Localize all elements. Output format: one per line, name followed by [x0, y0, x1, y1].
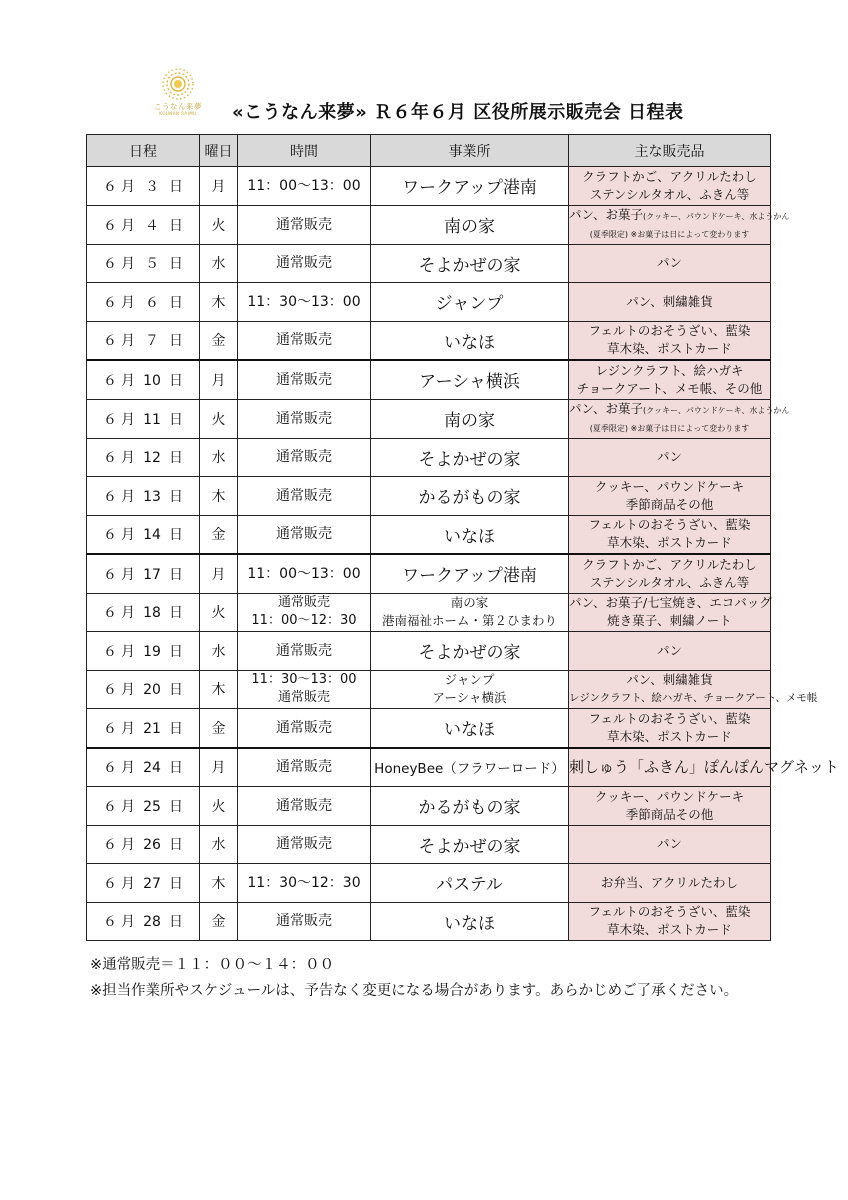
location-cell: [371, 167, 569, 206]
date-day-unit: 日: [169, 605, 183, 622]
location-cell: [371, 787, 569, 826]
table-row: [87, 787, 771, 826]
table-row: [87, 902, 771, 941]
weekday-cell: 月: [200, 748, 238, 787]
date-month: ６: [103, 605, 117, 622]
items-line: パン: [656, 255, 682, 271]
weekday-cell: 金: [200, 709, 238, 748]
items-line: フェルトのおそうざい、藍染: [588, 323, 751, 339]
items-line: パン: [656, 836, 682, 852]
time-cell: [238, 477, 371, 516]
date-month: ６: [103, 411, 117, 428]
items-line: レジンクラフト、絵ハガキ: [595, 362, 744, 378]
items-line: [569, 206, 790, 226]
date-month-unit: 月: [121, 798, 135, 815]
location-cell: [371, 205, 569, 244]
table-row: [87, 167, 771, 206]
items-line: 草木染、ポストカード: [607, 535, 732, 551]
date-day: ５: [145, 256, 159, 273]
time-line: 通常販売: [276, 642, 332, 659]
date-month: ６: [103, 837, 117, 854]
date-day: 19: [143, 643, 161, 660]
date-day: 26: [143, 837, 161, 854]
weekday-cell: 水: [200, 825, 238, 864]
date-day: 20: [143, 682, 161, 699]
items-cell: [569, 825, 771, 864]
table-header-row: [87, 135, 771, 167]
date-month: ６: [103, 643, 117, 660]
date-day: ４: [145, 217, 159, 234]
date-day-unit: 日: [169, 875, 183, 892]
time-cell: [238, 205, 371, 244]
note-disclaimer: ※担当作業所やスケジュールは、予告なく変更になる場合があります。あらかじめご了承ください。: [90, 983, 739, 999]
time-line: 通常販売: [276, 255, 332, 272]
table-row: [87, 593, 771, 632]
table-row: [87, 360, 771, 399]
weekday-cell: 月: [200, 360, 238, 399]
location-line: いなほ: [444, 332, 495, 353]
location-line: ジャンプ: [444, 672, 495, 688]
time-line: 11：00～12：30: [251, 613, 357, 629]
date-day-unit: 日: [169, 411, 183, 428]
time-line: 通常販売: [276, 332, 332, 349]
date-cell: [87, 477, 200, 516]
time-cell: [238, 632, 371, 671]
date-cell: [87, 709, 200, 748]
table-row: [87, 399, 771, 438]
items-note: (夏季限定) ※お菓子は日によって変わります: [589, 423, 750, 433]
location-line: 港南福祉ホーム・第２ひまわり: [381, 613, 557, 629]
time-line: 通常販売: [276, 836, 332, 853]
location-cell: [371, 902, 569, 941]
items-line: 草木染、ポストカード: [607, 341, 732, 357]
time-cell: [238, 515, 371, 554]
table-row: [87, 632, 771, 671]
header-time: 時間: [238, 135, 371, 167]
time-line: 通常販売: [276, 449, 332, 466]
date-month: ６: [103, 760, 117, 777]
items-cell: [569, 748, 839, 787]
logo-name: こうなん来夢: [154, 102, 202, 111]
date-month-unit: 月: [121, 527, 135, 544]
date-cell: [87, 167, 200, 206]
date-day-unit: 日: [169, 566, 183, 583]
items-cell: [569, 244, 771, 283]
weekday-cell: 金: [200, 902, 238, 941]
header-location: 事業所: [371, 135, 569, 167]
schedule-table: [86, 134, 839, 941]
items-cell: [569, 554, 771, 593]
date-cell: [87, 593, 200, 632]
time-cell: [238, 902, 371, 941]
date-month-unit: 月: [121, 720, 135, 737]
time-cell: [238, 167, 371, 206]
table-row: [87, 709, 771, 748]
weekday-cell: 木: [200, 477, 238, 516]
items-line: 草木染、ポストカード: [607, 728, 732, 744]
items-cell: [569, 902, 771, 941]
location-line: そよかぜの家: [418, 836, 521, 857]
date-month-unit: 月: [121, 217, 135, 234]
items-cell: [569, 593, 771, 632]
time-cell: [238, 864, 371, 903]
date-day: 17: [143, 566, 161, 583]
date-cell: [87, 399, 200, 438]
location-line: そよかぜの家: [418, 643, 521, 664]
weekday-cell: 火: [200, 593, 238, 632]
header-dow: 曜日: [200, 135, 238, 167]
time-cell: [238, 399, 371, 438]
time-cell: [238, 321, 371, 360]
location-cell: [371, 593, 569, 632]
location-line: いなほ: [444, 526, 495, 547]
time-line: 11：30～13：00: [247, 293, 361, 310]
date-month: ６: [103, 256, 117, 273]
weekday-cell: 木: [200, 283, 238, 322]
date-month: ６: [103, 333, 117, 350]
date-day-unit: 日: [169, 527, 183, 544]
location-line: 南の家: [444, 217, 495, 237]
date-month: ６: [103, 682, 117, 699]
location-line: 南の家: [450, 595, 489, 611]
date-cell: [87, 787, 200, 826]
items-line: フェルトのおそうざい、藍染: [588, 517, 751, 533]
time-cell: [238, 670, 371, 709]
date-day-unit: 日: [169, 450, 183, 467]
items-cell: [569, 787, 771, 826]
location-cell: [371, 515, 569, 554]
location-cell: [371, 670, 569, 709]
date-month-unit: 月: [121, 256, 135, 273]
items-line: 刺しゅう「ふきん」ぽんぽんマグネット: [569, 758, 839, 777]
time-line: 11：30～12：30: [247, 874, 361, 891]
date-day: 28: [143, 914, 161, 931]
location-cell: [371, 283, 569, 322]
time-cell: [238, 438, 371, 477]
table-row: [87, 283, 771, 322]
date-month-unit: 月: [121, 372, 135, 389]
items-cell: [569, 167, 771, 206]
date-month-unit: 月: [121, 333, 135, 350]
date-day: ６: [145, 294, 159, 311]
date-day: 13: [143, 488, 161, 505]
weekday-cell: 月: [200, 554, 238, 593]
time-line: 11：00～13：00: [247, 177, 361, 194]
items-cell: [569, 515, 771, 554]
weekday-cell: 木: [200, 864, 238, 903]
time-cell: [238, 244, 371, 283]
date-cell: [87, 825, 200, 864]
date-month-unit: 月: [121, 682, 135, 699]
time-cell: [238, 709, 371, 748]
time-line: 通常販売: [276, 759, 332, 776]
items-line: パン: [656, 642, 682, 658]
table-row: [87, 477, 771, 516]
time-line: 通常販売: [276, 913, 332, 930]
date-cell: [87, 244, 200, 283]
date-day-unit: 日: [169, 372, 183, 389]
items-line: ステンシルタオル、ふきん等: [589, 186, 750, 202]
date-month-unit: 月: [121, 605, 135, 622]
date-month: ６: [103, 488, 117, 505]
items-cell: [569, 283, 771, 322]
location-cell: [371, 709, 569, 748]
date-day-unit: 日: [169, 256, 183, 273]
time-cell: [238, 283, 371, 322]
weekday-cell: 月: [200, 167, 238, 206]
table-row: [87, 321, 771, 360]
date-day-unit: 日: [169, 643, 183, 660]
date-month-unit: 月: [121, 914, 135, 931]
date-month-unit: 月: [121, 566, 135, 583]
items-cell: [569, 399, 790, 438]
notes: [90, 952, 738, 1004]
date-day-unit: 日: [169, 837, 183, 854]
date-month-unit: 月: [121, 294, 135, 311]
sun-logo-icon: [158, 66, 198, 102]
date-month-unit: 月: [121, 875, 135, 892]
location-line: アーシャ横浜: [432, 690, 507, 706]
date-cell: [87, 902, 200, 941]
location-cell: [371, 360, 569, 399]
table-row: [87, 554, 771, 593]
items-line: パン: [656, 449, 682, 465]
items-line: 焼き菓子、刺繍ノート: [607, 613, 732, 629]
schedule-body: [87, 167, 839, 941]
time-line: 通常販売: [277, 595, 330, 611]
location-line: ワークアップ港南: [402, 178, 537, 199]
location-cell: [371, 438, 569, 477]
date-day: 11: [143, 411, 161, 428]
items-cell: [569, 321, 771, 360]
items-line: ステンシルタオル、ふきん等: [589, 574, 750, 590]
location-line: 南の家: [444, 411, 495, 431]
items-cell: [569, 477, 771, 516]
location-cell: [371, 321, 569, 360]
table-row: [87, 670, 771, 709]
location-cell: [371, 399, 569, 438]
date-month-unit: 月: [121, 411, 135, 428]
date-cell: [87, 205, 200, 244]
time-line: 通常販売: [276, 487, 332, 504]
time-line: 通常販売: [276, 371, 332, 388]
time-line: 通常販売: [276, 410, 332, 427]
location-line: HoneyBee（フラワーロード）: [374, 761, 565, 778]
date-day: 14: [143, 527, 161, 544]
items-text: パン、お菓子: [569, 400, 644, 416]
date-month-unit: 月: [121, 450, 135, 467]
items-subtext: (クッキー、パウンドケーキ、水ようかん: [643, 211, 790, 221]
location-line: そよかぜの家: [418, 449, 521, 470]
date-month: ６: [103, 527, 117, 544]
items-line: フェルトのおそうざい、藍染: [588, 904, 751, 920]
date-day-unit: 日: [169, 488, 183, 505]
time-line: 通常販売: [276, 719, 332, 736]
items-cell: [569, 670, 818, 709]
date-month: ６: [103, 372, 117, 389]
table-row: [87, 438, 771, 477]
weekday-cell: 金: [200, 321, 238, 360]
date-month: ６: [103, 566, 117, 583]
items-text: パン、お菓子: [569, 206, 644, 222]
date-month: ６: [103, 450, 117, 467]
table-row: [87, 205, 771, 244]
location-cell: [371, 632, 569, 671]
date-day: 10: [143, 372, 161, 389]
date-day-unit: 日: [169, 682, 183, 699]
location-line: いなほ: [444, 720, 495, 741]
items-cell: [569, 205, 790, 244]
location-cell: [371, 825, 569, 864]
date-cell: [87, 554, 200, 593]
weekday-cell: 木: [200, 670, 238, 709]
items-subtext: (クッキー、パウンドケーキ、水ようかん: [643, 405, 790, 415]
date-day-unit: 日: [169, 294, 183, 311]
date-cell: [87, 670, 200, 709]
location-cell: [371, 864, 569, 903]
date-day: 12: [143, 450, 161, 467]
time-line: 11：30～13：00: [251, 672, 357, 688]
date-day-unit: 日: [169, 760, 183, 777]
location-cell: [371, 748, 569, 787]
items-line: フェルトのおそうざい、藍染: [588, 710, 751, 726]
date-month-unit: 月: [121, 178, 135, 195]
time-cell: [238, 360, 371, 399]
date-month: ６: [103, 178, 117, 195]
location-line: ワークアップ港南: [402, 566, 537, 587]
items-line: 季節商品その他: [625, 806, 714, 822]
weekday-cell: 火: [200, 787, 238, 826]
date-cell: [87, 515, 200, 554]
location-line: かるがもの家: [418, 488, 521, 509]
location-line: パステル: [436, 875, 503, 896]
items-line: パン、刺繍雑貨: [626, 672, 713, 688]
date-cell: [87, 748, 200, 787]
time-cell: [238, 554, 371, 593]
items-line: レジンクラフト、絵ハガキ、チョークアート、メモ帳: [569, 692, 818, 705]
location-cell: [371, 554, 569, 593]
date-day: 24: [143, 760, 161, 777]
location-cell: [371, 477, 569, 516]
date-day: 21: [143, 720, 161, 737]
time-line: 通常販売: [276, 797, 332, 814]
table-row: [87, 825, 771, 864]
date-day-unit: 日: [169, 798, 183, 815]
date-cell: [87, 283, 200, 322]
date-month: ６: [103, 217, 117, 234]
items-cell: [569, 864, 771, 903]
date-cell: [87, 321, 200, 360]
table-row: [87, 748, 771, 787]
date-month-unit: 月: [121, 488, 135, 505]
date-day-unit: 日: [169, 914, 183, 931]
items-line: チョークアート、メモ帳、その他: [576, 380, 763, 396]
date-day: 18: [143, 605, 161, 622]
weekday-cell: 火: [200, 205, 238, 244]
date-day-unit: 日: [169, 217, 183, 234]
date-month: ６: [103, 875, 117, 892]
items-line: クラフトかご、アクリルたわし: [582, 168, 757, 184]
location-line: そよかぜの家: [418, 255, 521, 276]
logo-subtitle: KOUNAN RAIMU: [159, 111, 197, 116]
date-month: ６: [103, 798, 117, 815]
date-month-unit: 月: [121, 760, 135, 777]
date-day-unit: 日: [169, 333, 183, 350]
time-line: 11：00～13：00: [247, 565, 361, 582]
items-line: お弁当、アクリルたわし: [600, 874, 739, 890]
header-date: 日程: [87, 135, 200, 167]
location-line: アーシャ横浜: [419, 372, 520, 393]
weekday-cell: 火: [200, 399, 238, 438]
date-month: ６: [103, 720, 117, 737]
items-line: パン、お菓子/七宝焼き、エコバッグ: [569, 595, 772, 611]
page-title: «こうなん来夢» Ｒ６年６月 区役所展示販売会 日程表: [232, 102, 684, 123]
items-note: (夏季限定) ※お菓子は日によって変わります: [589, 229, 750, 239]
date-month: ６: [103, 914, 117, 931]
time-cell: [238, 593, 371, 632]
items-cell: [569, 632, 771, 671]
location-cell: [371, 244, 569, 283]
time-cell: [238, 748, 371, 787]
items-line: 草木染、ポストカード: [607, 922, 732, 938]
items-line: パン、刺繍雑貨: [626, 293, 713, 309]
date-month-unit: 月: [121, 837, 135, 854]
location-line: ジャンプ: [435, 294, 504, 315]
date-month-unit: 月: [121, 643, 135, 660]
date-month: ６: [103, 294, 117, 311]
weekday-cell: 水: [200, 632, 238, 671]
date-cell: [87, 360, 200, 399]
date-day: ３: [145, 178, 159, 195]
date-day-unit: 日: [169, 720, 183, 737]
time-line: 通常販売: [277, 690, 330, 706]
items-cell: [569, 709, 771, 748]
items-line: クラフトかご、アクリルたわし: [582, 556, 757, 572]
date-day: 27: [143, 875, 161, 892]
table-row: [87, 244, 771, 283]
items-line: クッキー、パウンドケーキ: [594, 788, 745, 804]
date-day-unit: 日: [169, 178, 183, 195]
time-cell: [238, 787, 371, 826]
logo: [146, 66, 210, 120]
items-cell: [569, 360, 771, 399]
location-line: いなほ: [444, 913, 495, 934]
weekday-cell: 水: [200, 438, 238, 477]
header-items: 主な販売品: [569, 135, 771, 167]
items-line: クッキー、パウンドケーキ: [594, 478, 745, 494]
table-row: [87, 515, 771, 554]
time-cell: [238, 825, 371, 864]
items-cell: [569, 438, 771, 477]
items-line: 季節商品その他: [625, 496, 714, 512]
time-line: 通常販売: [276, 526, 332, 543]
date-day: 25: [143, 798, 161, 815]
location-line: かるがもの家: [418, 798, 521, 819]
time-line: 通常販売: [276, 216, 332, 233]
items-line: [569, 400, 790, 420]
weekday-cell: 水: [200, 244, 238, 283]
date-cell: [87, 632, 200, 671]
date-day: ７: [145, 333, 159, 350]
date-cell: [87, 438, 200, 477]
date-cell: [87, 864, 200, 903]
table-row: [87, 864, 771, 903]
note-regular-hours: ※通常販売＝１１：００～１４：００: [90, 957, 335, 973]
weekday-cell: 金: [200, 515, 238, 554]
